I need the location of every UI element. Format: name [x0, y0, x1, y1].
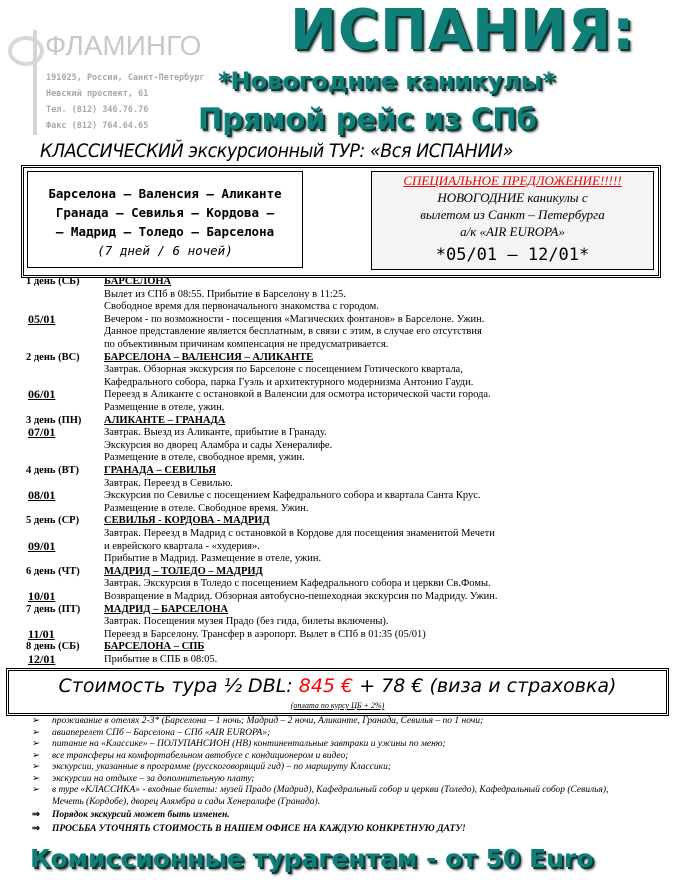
address-city: 191025, Россия, Санкт-Петербург [46, 73, 205, 83]
logo-text: ФЛАМИНГО [45, 30, 202, 61]
important-note-text: ПРОСЬБА УТОЧНЯТЬ СТОИМОСТЬ В НАШЕМ ОФИСЕ НА КАЖДУЮ КОНКРЕТНУЮ ДАТУ! [52, 823, 466, 834]
day-label: 1 день (СБ) [26, 276, 80, 287]
arrow-bullet-icon: ➢ [32, 762, 40, 772]
day-date: 11/01 [28, 626, 55, 641]
day-description: Завтрак. Выезд из Аликанте, прибытие в Гранаду. [104, 427, 327, 439]
day-description: Завтрак. Обзорная экскурсия по Барселоне с посещением Готического квартала, [104, 364, 463, 376]
holiday-subtitle: *Новогодние каникулы* [218, 67, 555, 95]
day-date: 09/01 [28, 538, 56, 553]
included-item [32, 774, 632, 786]
route-line: – Мадрид – Толедо – Барселона [55, 224, 275, 239]
day-description: Завтрак. Переезд в Мадрид с остановкой в Кордове для посещения знаменитой Мечети [104, 528, 495, 539]
day-description: Переезд в Барселону. Трансфер в аэропорт. Вылет в СПб в 01:35 (05/01) [104, 628, 426, 640]
day-description: Переезд в Аликанте с остановкой в Валенсии для осмотра исторической части города. [104, 389, 491, 401]
arrow-bullet-icon: ➢ [32, 785, 40, 795]
special-offer-heading: СПЕЦИАЛЬНОЕ ПРЕДЛОЖЕНИЕ!!!!! [403, 173, 622, 188]
day-description: Возвращение в Мадрид. Обзорная автобусно-пешеходная экскурсия по Мадриду. Ужин. [104, 591, 498, 602]
day-label: 5 день (СР) [26, 515, 80, 527]
day-title: ГРАНАДА – СЕВИЛЬЯ [104, 465, 216, 476]
day-date: 12/01 [28, 652, 56, 666]
direct-flight-subtitle: Прямой рейс из СПб [198, 102, 537, 136]
included-item-text: в туре «КЛАССИКА» - входные билеты: музей Прадо (Мадрид), Кафедральный собор и церкви (Толедо), Кафедральный собор (Севилья), Мечеть (Кордобе), дворец Алямбра и сады Хенералифе (Гранада). [52, 785, 609, 807]
arrow-bullet-icon: ➢ [32, 727, 40, 738]
included-list [32, 716, 632, 835]
commission-banner: Комиссионные турагентам - от 50 Euro [30, 844, 594, 873]
day-date: 10/01 [28, 589, 56, 603]
included-item-text: авиаперелет СПб – Барселона – СПб «AIR EUROPA»; [52, 727, 271, 738]
day-label: 8 день (СБ) [26, 641, 80, 653]
important-note-text: Порядок экскурсий может быть изменен. [52, 810, 230, 820]
included-item [32, 785, 632, 808]
arrow-bullet-icon: ➢ [32, 716, 40, 726]
day-date: 08/01 [28, 488, 56, 503]
day-label: 3 день (ПН) [26, 414, 82, 426]
day-title: МАДРИД – ТОЛЕДО – МАДРИД [104, 565, 263, 577]
offer-dates: *05/01 – 12/01* [435, 245, 590, 265]
day-title: АЛИКАНТЕ – ГРАНАДА [104, 414, 226, 426]
route-line: Гранада – Севилья – Кордова – [55, 205, 275, 220]
offer-line: НОВОГОДНИЕ каникулы с [437, 190, 588, 205]
day-label: 2 день (ВС) [26, 351, 80, 363]
included-item [32, 728, 632, 740]
day-description: Вылет из СПб в 08:55. Прибытие в Барселону в 11:25. [104, 288, 346, 300]
price-line [9, 674, 666, 698]
logo-flamingo-icon [8, 36, 44, 66]
included-item [32, 739, 632, 751]
day-description: Завтрак. Экскурсия в Толедо с посещением Кафедрального собора и церкви Св.Фомы. [104, 578, 491, 590]
day-description: и еврейского квартала - «худерия». [104, 540, 260, 552]
day-description: Экскурсия по Севилье с посещением Кафедрального собора и квартала Санта Крус. [104, 490, 481, 502]
route-panel [27, 171, 303, 268]
day-description: Вечером - по возможности - посещения «Магических фонтанов» в Барселоне. Ужин. [104, 313, 485, 325]
day-date: 05/01 [28, 311, 56, 326]
day-description: Данное представление является бесплатным, в связи с этим, в случае его отсутствия [104, 326, 482, 338]
price-amount: 845 € [298, 675, 354, 697]
day-title: МАДРИД – БАРСЕЛОНА [104, 603, 229, 615]
tour-summary-box [21, 165, 661, 278]
double-arrow-icon: ⇒ [32, 823, 40, 834]
route-duration: (7 дней / 6 ночей) [97, 243, 233, 258]
day-title: БАРСЕЛОНА [104, 276, 172, 287]
day-label: 4 день (ВТ) [26, 465, 79, 476]
day-description: Завтрак. Посещения музея Прадо (без гида, билеты включены). [104, 616, 389, 628]
day-description: Размещение в отеле, ужин. [104, 402, 225, 413]
included-item-text: проживание в отелях 2-3* (Барселона – 1 ночь; Мадрид – 2 ночи, Аликанте, Гранада, Севилья – по 1 ночи; [52, 716, 484, 726]
day-title: БАРСЕЛОНА – СПБ [104, 641, 205, 653]
route-line: Барселона – Валенсия – Аликанте [48, 186, 282, 201]
day-description: Свободное время для первоначального знакомства с городом. [104, 301, 379, 313]
day-date: 06/01 [28, 387, 56, 402]
day-title: БАРСЕЛОНА – ВАЛЕНСИЯ – АЛИКАНТЕ [104, 351, 314, 363]
special-offer-panel [371, 171, 654, 270]
included-item [32, 762, 632, 774]
included-item [32, 751, 632, 763]
important-note [32, 810, 632, 822]
arrow-bullet-icon: ➢ [32, 750, 40, 761]
day-description: по объективным причинам компенсация не предусматривается. [104, 339, 389, 350]
day-title: СЕВИЛЬЯ - КОРДОВА - МАДРИД [104, 515, 270, 527]
day-description: Кафедрального собора, парка Гуэль и архитектурного модернизма Антонио Гауди. [104, 376, 474, 388]
arrow-bullet-icon: ➢ [32, 739, 40, 749]
day-label: 6 день (ЧТ) [26, 565, 80, 577]
day-description: Экскурсия во дворец Аламбра и сады Хенералифе. [104, 439, 333, 451]
included-item-text: питание на «Классике» – ПОЛУПАНСИОН (HB) континентальные завтраки и ужины по меню; [52, 739, 446, 749]
day-date: 07/01 [28, 425, 56, 440]
included-item [32, 716, 632, 728]
included-item-text: все трансферы на комфортабельном автобусе с кондиционером и видео; [52, 750, 349, 761]
day-description: Прибытие в Мадрид. Размещение в отеле, ужин. [104, 553, 322, 565]
double-arrow-icon: ⇒ [32, 810, 40, 820]
price-prefix: Стоимость тура ½ DBL: [58, 675, 299, 697]
address-street: Невский проспект, 61 [46, 89, 149, 99]
included-item-text: экскурсии, указанные в программе (русскоговорящий гид) – по маршруту Классики; [52, 762, 392, 772]
important-note [32, 824, 632, 836]
tour-title: КЛАССИЧЕСКИЙ экскурсионный ТУР: «Вся ИСПАНИИ» [40, 140, 513, 162]
logo-stem [33, 30, 37, 135]
day-description: Размещение в отеле, свободное время, ужин. [104, 452, 305, 464]
day-description: Завтрак. Переезд в Севилью. [104, 477, 233, 489]
included-item-text: экскурсии на отдыхе – за дополнительную плату; [52, 773, 255, 784]
address-fax: Факс (812) 764.64.65 [46, 121, 149, 131]
price-box [6, 668, 669, 716]
day-label: 7 день (ПТ) [26, 603, 81, 615]
day-description: Прибытие в СПБ в 08:05. [104, 654, 218, 665]
day-description: Размещение в отеле. Свободное время. Ужин. [104, 502, 309, 514]
price-note: (оплата по курсу ЦБ + 2%) [290, 701, 385, 710]
arrow-bullet-icon: ➢ [32, 773, 40, 784]
address-phone: Тел. (812) 346.76.76 [46, 105, 149, 115]
price-suffix: + 78 € (виза и страховка) [353, 675, 617, 697]
offer-line: а/к «AIR EUROPA» [460, 224, 565, 239]
offer-line: вылетом из Санкт – Петербурга [420, 207, 605, 222]
main-title: ИСПАНИЯ: [290, 0, 636, 63]
